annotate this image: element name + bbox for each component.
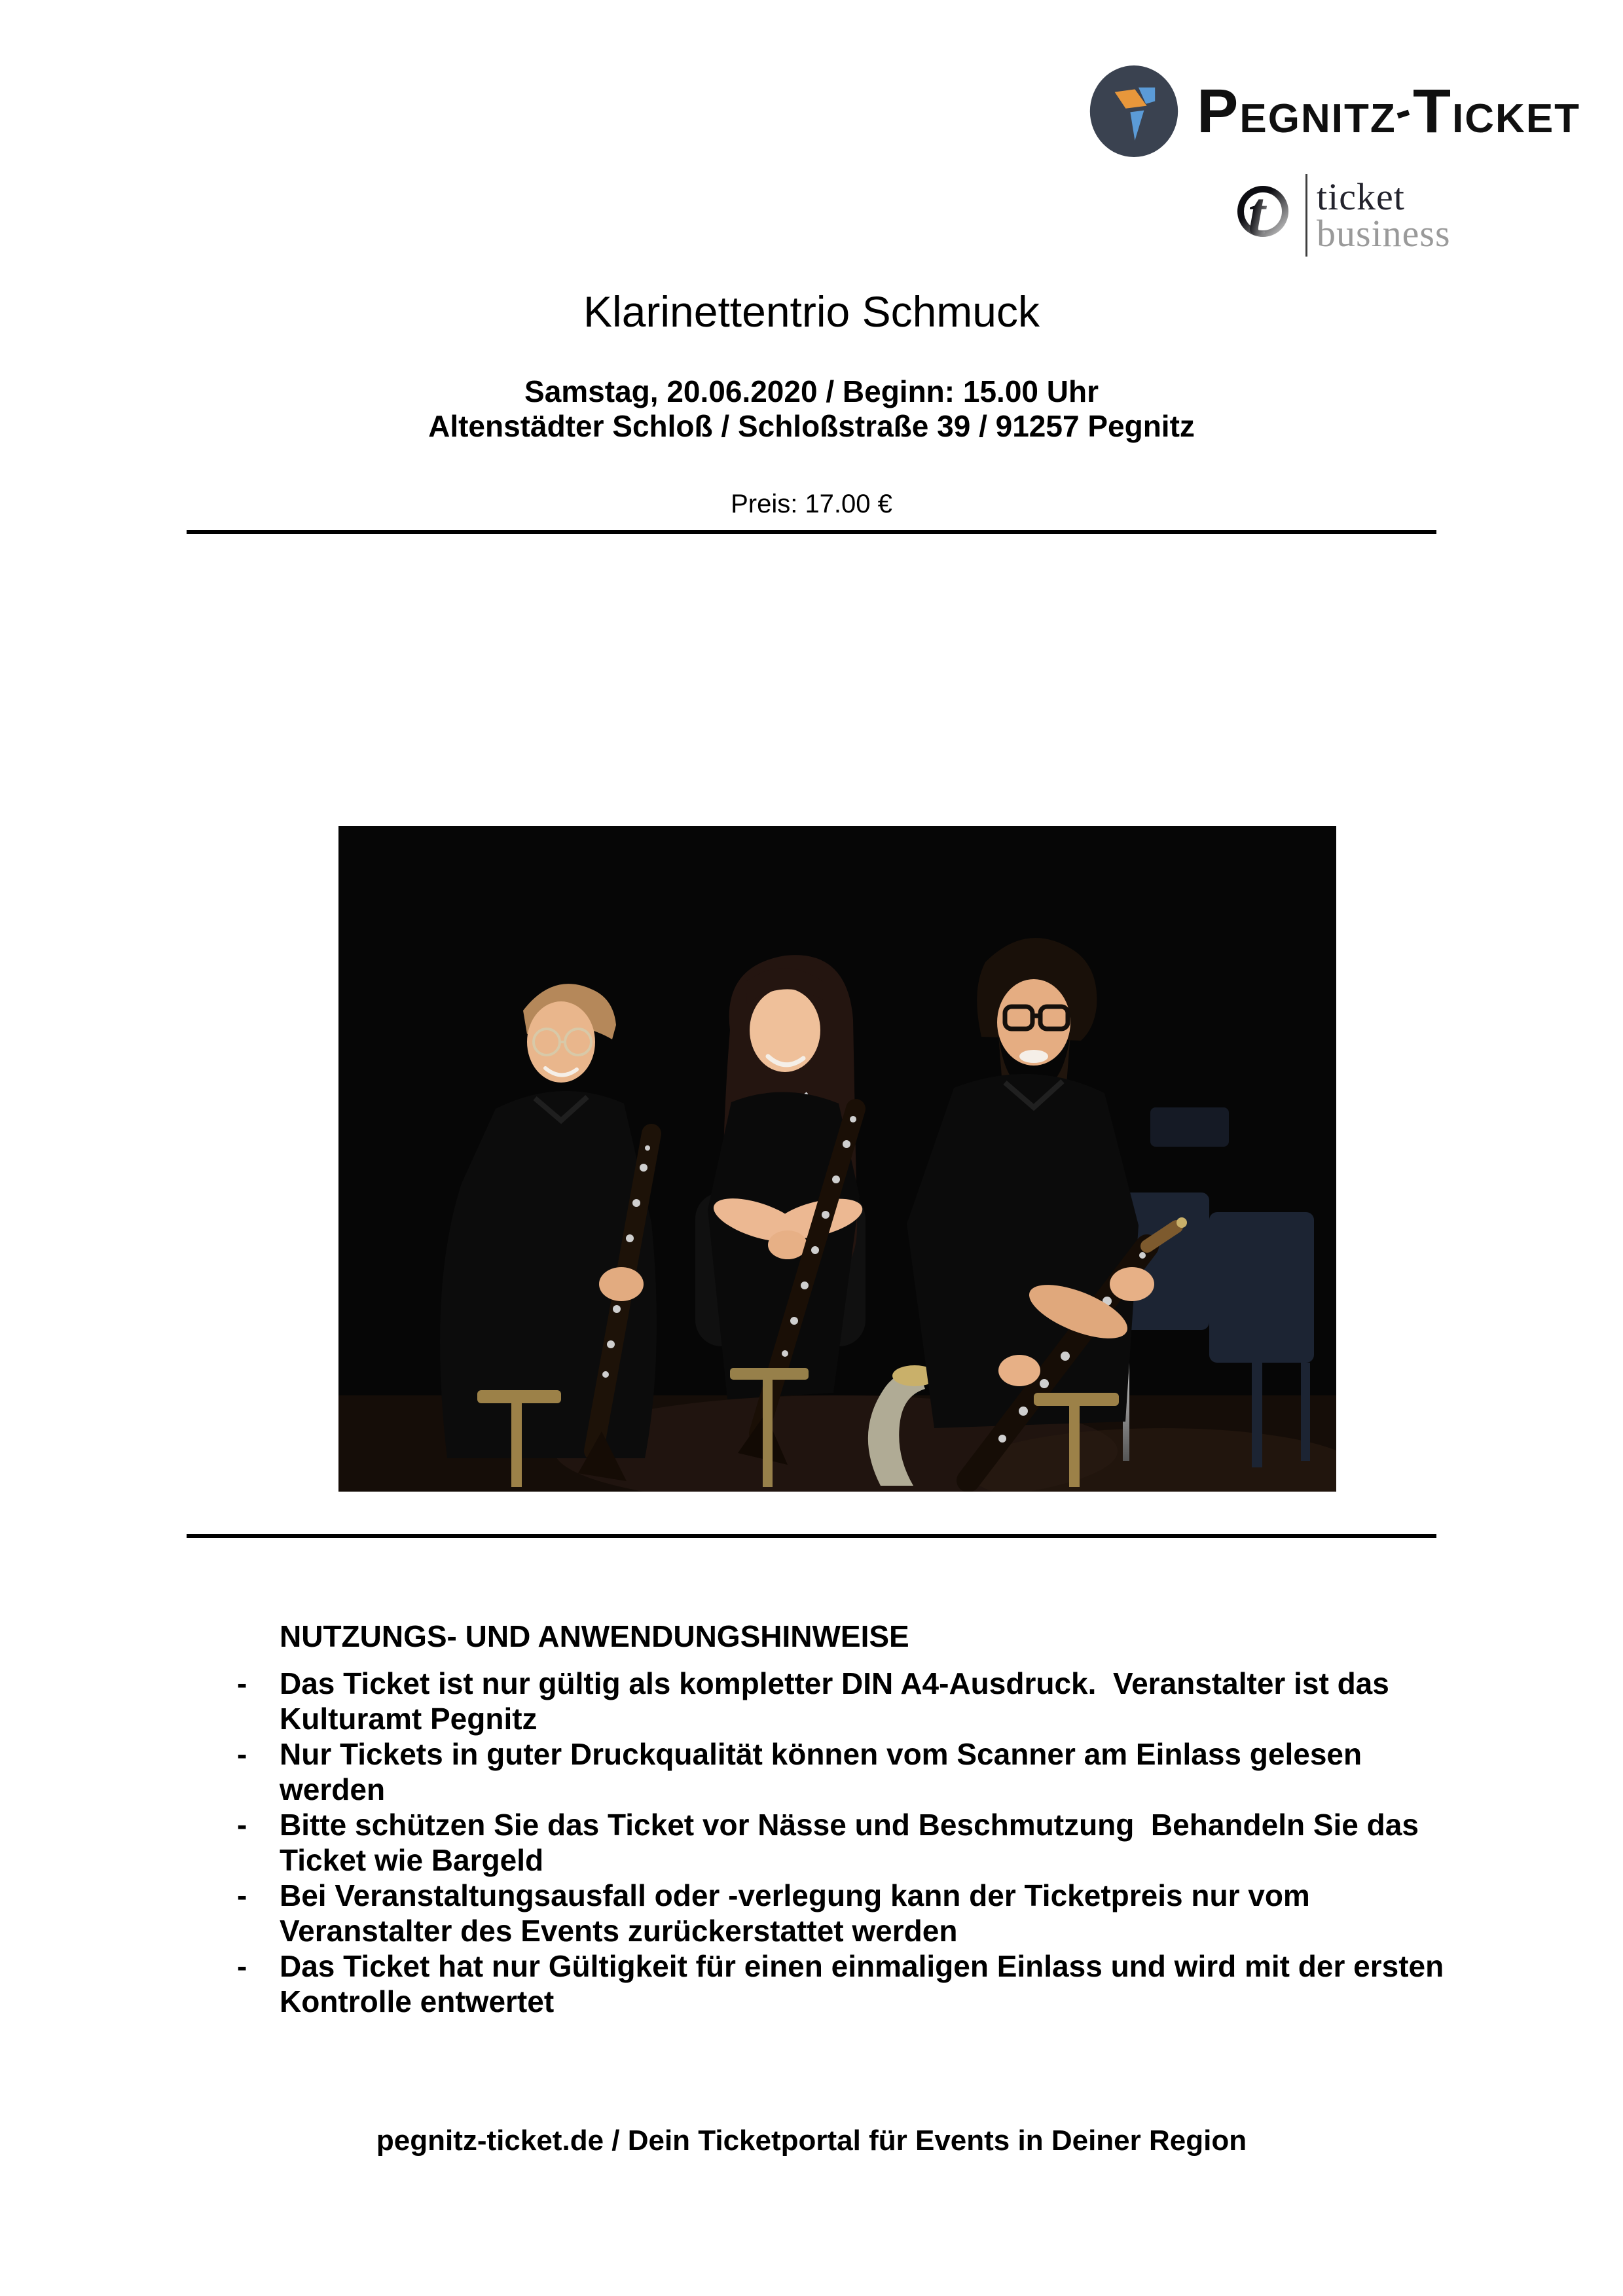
wordmark-hyphen: - bbox=[1387, 82, 1419, 137]
note-line: Veranstalter des Events zurückerstattet werden bbox=[280, 1914, 958, 1948]
usage-notes bbox=[237, 1619, 1444, 2019]
note-line: werden bbox=[280, 1772, 386, 1806]
paper-plane-icon bbox=[1088, 65, 1180, 157]
bullet: - bbox=[237, 1949, 247, 1983]
pegnitz-ticket-logo bbox=[1088, 65, 1580, 157]
list-item bbox=[237, 1666, 1396, 1736]
event-venue-line: Altenstädter Schloß / Schloßstraße 39 / 91257 Pegnitz bbox=[428, 409, 1195, 443]
face bbox=[750, 988, 820, 1072]
event-title: Klarinettentrio Schmuck bbox=[583, 287, 1040, 336]
smile bbox=[1019, 1050, 1048, 1063]
hand bbox=[1110, 1267, 1154, 1301]
list-item-text bbox=[280, 1878, 1310, 1948]
hand bbox=[998, 1355, 1040, 1386]
ticket-business-icon bbox=[1233, 177, 1296, 253]
note-line: Kontrolle entwertet bbox=[280, 1984, 555, 2018]
wordmark-egnitz: EGNITZ bbox=[1239, 96, 1396, 141]
bullet: - bbox=[237, 1808, 247, 1842]
ticket-business-line2: business bbox=[1317, 212, 1451, 255]
list-item-text bbox=[280, 1948, 1444, 2019]
note-line: Bei Veranstaltungsausfall oder -verlegung kann der Ticketpreis nur vom bbox=[280, 1878, 1310, 1912]
list-item-text bbox=[280, 1736, 1362, 1807]
list-item bbox=[237, 1878, 1396, 1948]
note-line: Das Ticket hat nur Gültigkeit für einen einmaligen Einlass und wird mit der ersten bbox=[280, 1949, 1444, 1983]
footer-tagline: pegnitz-ticket.de / Dein Ticketportal für Events in Deiner Region bbox=[376, 2125, 1247, 2157]
list-item-text bbox=[280, 1666, 1389, 1736]
note-line: Bitte schützen Sie das Ticket vor Nässe und Beschmutzung Behandeln Sie das bbox=[280, 1808, 1419, 1842]
svg-text:t: t bbox=[1248, 179, 1266, 249]
divider-line-top bbox=[187, 530, 1436, 534]
list-item bbox=[237, 1948, 1444, 2019]
divider-line-bottom bbox=[187, 1534, 1436, 1538]
list-item bbox=[237, 1736, 1396, 1807]
note-line: Das Ticket ist nur gültig als kompletter DIN A4-Ausdruck. Veranstalter ist das bbox=[280, 1666, 1389, 1700]
event-subtitle bbox=[0, 374, 1623, 444]
ticket-business-line1: ticket bbox=[1317, 175, 1405, 218]
event-price: Preis: 17.00 € bbox=[731, 490, 892, 518]
wordmark-icket: ICKET bbox=[1452, 96, 1581, 141]
pegnitz-ticket-icon bbox=[1088, 65, 1180, 157]
bullet: - bbox=[237, 1666, 247, 1700]
bullet: - bbox=[237, 1878, 247, 1912]
event-photo bbox=[338, 826, 1336, 1492]
note-line: Kulturamt Pegnitz bbox=[280, 1702, 538, 1736]
hand bbox=[768, 1230, 807, 1259]
list-item-text bbox=[280, 1807, 1419, 1878]
wordmark-t: T bbox=[1413, 76, 1453, 146]
pegnitz-ticket-wordmark bbox=[1197, 76, 1580, 147]
circle-t-icon bbox=[1233, 177, 1296, 253]
hand bbox=[599, 1267, 644, 1301]
ticket-business-text bbox=[1317, 175, 1451, 255]
list-item bbox=[237, 1807, 1419, 1878]
bullet: - bbox=[237, 1737, 247, 1771]
event-date-line: Samstag, 20.06.2020 / Beginn: 15.00 Uhr bbox=[524, 374, 1099, 408]
wordmark-p: P bbox=[1197, 76, 1240, 146]
event-photo-illustration bbox=[338, 826, 1336, 1492]
note-line: Ticket wie Bargeld bbox=[280, 1843, 544, 1877]
note-line: Nur Tickets in guter Druckqualität können vom Scanner am Einlass gelesen bbox=[280, 1737, 1362, 1771]
logo-divider bbox=[1305, 174, 1307, 257]
ticket-business-logo bbox=[1233, 174, 1451, 257]
usage-notes-heading: NUTZUNGS- UND ANWENDUNGSHINWEISE bbox=[280, 1619, 909, 1653]
